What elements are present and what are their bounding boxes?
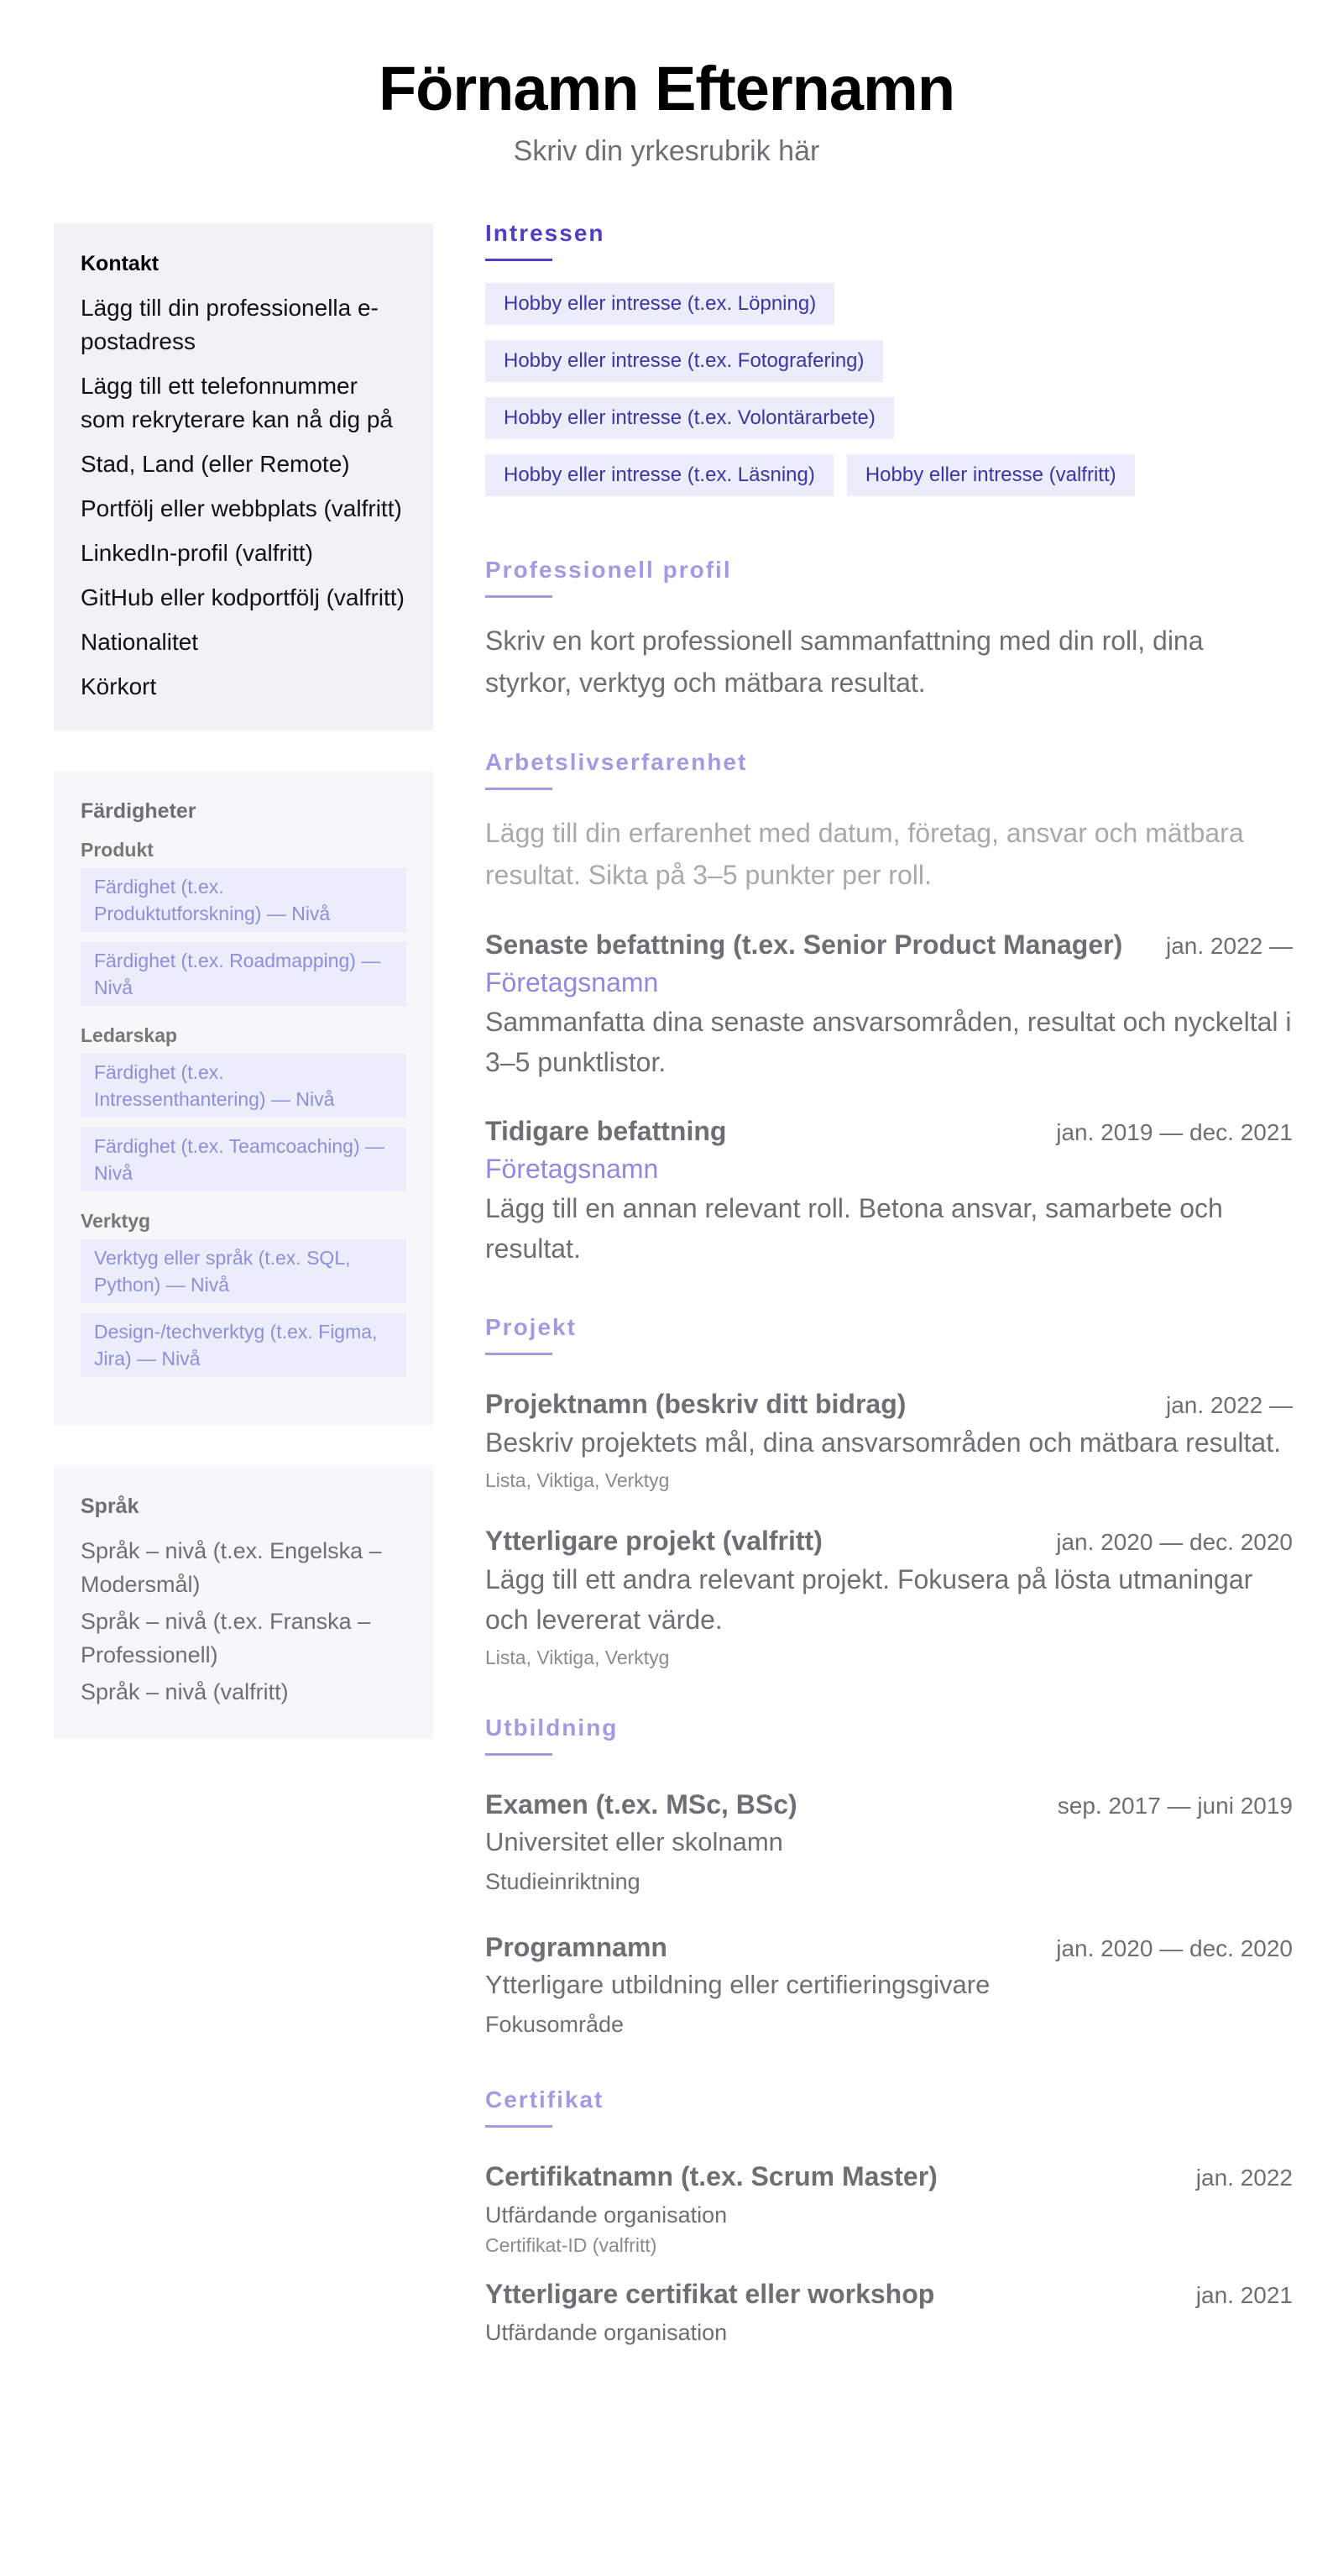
- skill-item: Design-/techverktyg (t.ex. Figma, Jira) — Nivå: [81, 1313, 406, 1377]
- certificate-title: Ytterligare certifikat eller workshop: [485, 2279, 935, 2309]
- languages-card: [54, 1466, 433, 1739]
- projects-title: Projekt: [485, 1314, 577, 1340]
- skill-item: Färdighet (t.ex. Teamcoaching) — Nivå: [81, 1128, 406, 1191]
- interest-tags: [485, 283, 1224, 511]
- certificate-date: jan. 2022: [1195, 2165, 1293, 2191]
- company-name: Företagsnamn: [485, 1154, 659, 1184]
- skills-card: [54, 771, 433, 1426]
- education-date: jan. 2020 — dec. 2020: [1056, 1935, 1293, 1961]
- project-title: Projektnamn (beskriv ditt bidrag): [485, 1389, 907, 1419]
- interest-tag: Hobby eller intresse (t.ex. Volontärarbete): [485, 397, 894, 439]
- contact-card: [54, 223, 433, 730]
- skills-title: Färdigheter: [81, 799, 196, 823]
- job-description: Lägg till en annan relevant roll. Betona ansvar, samarbete och resultat.: [485, 1193, 1223, 1264]
- interest-tag: Hobby eller intresse (t.ex. Läsning): [485, 454, 834, 496]
- contact-phone: Lägg till ett telefonnummer som rekryterare kan nå dig på: [81, 373, 393, 432]
- certificate-id: Certifikat-ID (valfritt): [485, 2234, 657, 2256]
- study-field: Studieinriktning: [485, 1869, 640, 1894]
- project-description: Lägg till ett andra relevant projekt. Fokusera på lösta utmaningar och levererat värde.: [485, 1564, 1253, 1635]
- education-date: sep. 2017 — juni 2019: [1057, 1793, 1293, 1819]
- experience-entry: [485, 1113, 1293, 1269]
- interests-title: Intressen: [485, 220, 605, 246]
- project-title: Ytterligare projekt (valfritt): [485, 1526, 823, 1556]
- section-divider: [485, 1753, 552, 1756]
- skill-item: Färdighet (t.ex. Roadmapping) — Nivå: [81, 942, 406, 1006]
- certificate-entry: [485, 2275, 1293, 2349]
- projects-section: [485, 1314, 1293, 1669]
- education-title: Utbildning: [485, 1715, 619, 1741]
- project-date: jan. 2022 —: [1166, 1392, 1293, 1418]
- main-content: [485, 220, 1293, 2395]
- study-field: Fokusområde: [485, 2012, 625, 2037]
- interest-tag: Hobby eller intresse (t.ex. Löpning): [485, 283, 834, 325]
- experience-intro: Lägg till din erfarenhet med datum, företag, ansvar och mätbara resultat. Sikta på 3–5 punkter per roll.: [485, 818, 1244, 890]
- section-divider: [485, 1353, 552, 1355]
- project-date: jan. 2020 — dec. 2020: [1056, 1529, 1293, 1555]
- profile-title: Professionell profil: [485, 557, 732, 583]
- full-name: Förnamn Efternamn: [378, 54, 955, 123]
- certificates-title: Certifikat: [485, 2086, 604, 2113]
- certificate-title: Certifikatnamn (t.ex. Scrum Master): [485, 2161, 938, 2191]
- profile-section: [485, 557, 1293, 704]
- contact-email: Lägg till din professionella e-postadress: [81, 295, 379, 354]
- certificate-entry: [485, 2158, 1293, 2259]
- experience-entry: [485, 926, 1293, 1082]
- job-date: jan. 2019 — dec. 2021: [1056, 1119, 1293, 1145]
- project-description: Beskriv projektets mål, dina ansvarsområden och mätbara resultat.: [485, 1427, 1281, 1458]
- contact-title: Kontakt: [81, 252, 159, 275]
- languages-title: Språk: [81, 1495, 139, 1518]
- skill-item: Verktyg eller språk (t.ex. SQL, Python) — Nivå: [81, 1239, 406, 1303]
- education-entry: [485, 1929, 1293, 2041]
- skill-group-title: Ledarskap: [81, 1024, 178, 1046]
- certificate-org: Utfärdande organisation: [485, 2202, 728, 2228]
- interest-tag: Hobby eller intresse (valfritt): [847, 454, 1135, 496]
- degree-title: Examen (t.ex. MSc, BSc): [485, 1789, 797, 1819]
- language-item: Språk – nivå (valfritt): [81, 1679, 289, 1704]
- degree-title: Programnamn: [485, 1932, 667, 1962]
- certificates-section: [485, 2086, 1293, 2349]
- skill-group-title: Produkt: [81, 839, 154, 861]
- school-name: Ytterligare utbildning eller certifieringsgivare: [485, 1970, 991, 1999]
- job-date: jan. 2022 —: [1166, 933, 1293, 959]
- contact-nationality: Nationalitet: [81, 629, 199, 655]
- project-tags: Lista, Viktiga, Verktyg: [485, 1469, 670, 1491]
- experience-title: Arbetslivserfarenhet: [485, 749, 748, 775]
- skill-item: Färdighet (t.ex. Produktutforskning) — Nivå: [81, 868, 406, 932]
- contact-portfolio: Portfölj eller webbplats (valfritt): [81, 495, 402, 521]
- school-name: Universitet eller skolnamn: [485, 1827, 783, 1856]
- job-title: Senaste befattning (t.ex. Senior Product Manager): [485, 929, 1123, 960]
- contact-location: Stad, Land (eller Remote): [81, 451, 350, 477]
- job-title: Tidigare befattning: [485, 1116, 727, 1146]
- section-divider: [485, 2125, 552, 2128]
- skill-group-title: Verktyg: [81, 1210, 151, 1232]
- contact-github: GitHub eller kodportfölj (valfritt): [81, 584, 405, 610]
- job-headline: Skriv din yrkesrubrik här: [513, 135, 820, 167]
- project-tags: Lista, Viktiga, Verktyg: [485, 1647, 670, 1668]
- language-item: Språk – nivå (t.ex. Franska – Professionell): [81, 1609, 371, 1668]
- section-divider: [485, 788, 552, 790]
- education-section: [485, 1715, 1293, 2041]
- section-divider: [485, 595, 552, 598]
- skill-item: Färdighet (t.ex. Intressenthantering) — Nivå: [81, 1054, 406, 1118]
- contact-linkedin: LinkedIn-profil (valfritt): [81, 540, 313, 566]
- sidebar: [54, 223, 433, 1779]
- interests-section: [485, 220, 1293, 511]
- education-entry: [485, 1786, 1293, 1898]
- resume-header: [0, 47, 1333, 171]
- language-item: Språk – nivå (t.ex. Engelska – Modersmål): [81, 1538, 382, 1597]
- job-description: Sammanfatta dina senaste ansvarsområden, resultat och nyckeltal i 3–5 punktlistor.: [485, 1007, 1292, 1077]
- experience-section: [485, 749, 1293, 1269]
- profile-text: Skriv en kort professionell sammanfattning med din roll, dina styrkor, verktyg och mätbara resultat.: [485, 626, 1204, 698]
- interest-tag: Hobby eller intresse (t.ex. Fotografering): [485, 340, 883, 382]
- section-divider: [485, 259, 552, 261]
- contact-license: Körkort: [81, 673, 157, 699]
- company-name: Företagsnamn: [485, 967, 659, 997]
- project-entry: [485, 1522, 1293, 1669]
- certificate-org: Utfärdande organisation: [485, 2320, 728, 2345]
- project-entry: [485, 1385, 1293, 1492]
- certificate-date: jan. 2021: [1195, 2282, 1293, 2308]
